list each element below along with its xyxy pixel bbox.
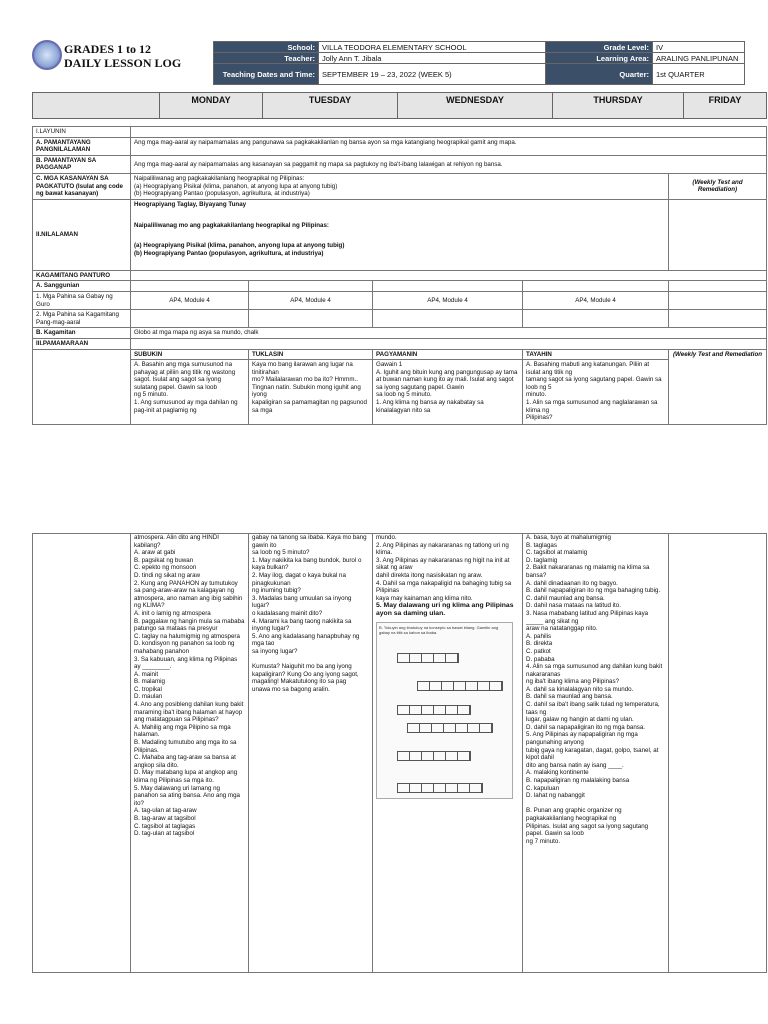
deped-seal-logo xyxy=(32,40,62,70)
col-tayahin: TAYAHIN xyxy=(523,349,669,360)
col-subukin: SUBUKIN xyxy=(131,349,249,360)
kagamitan-label: B. Kagamitan xyxy=(33,328,131,339)
answer-boxes-2 xyxy=(417,681,503,691)
answer-boxes-1 xyxy=(397,653,459,663)
lesson-plan-table xyxy=(32,126,767,425)
kagamitan-text: Globo at mga mapa ng asya sa mundo, chalk xyxy=(131,328,767,339)
kp-blank-4 xyxy=(523,310,669,328)
teacher-value: Jolly Ann T. Jibala xyxy=(319,53,546,64)
sanggunian-blank-3 xyxy=(373,281,523,292)
module-wednesday: AP4, Module 4 xyxy=(373,291,523,309)
sanggunian-blank-4 xyxy=(523,281,669,292)
kp-blank-5 xyxy=(669,310,767,328)
quarter-label: Quarter: xyxy=(546,64,653,85)
header-info-table xyxy=(213,41,745,85)
cont-friday-blank xyxy=(669,534,767,973)
answer-boxes-4 xyxy=(407,723,493,733)
quarter-value: 1st QUARTER xyxy=(653,64,745,85)
learning-area-value: ARALING PANLIPUNAN xyxy=(653,53,745,64)
day-wednesday: WEDNESDAY xyxy=(398,93,553,119)
sanggunian-heading: A. Sanggunian xyxy=(33,281,131,292)
dates-label: Teaching Dates and Time: xyxy=(214,64,319,85)
cont-left-blank xyxy=(33,534,131,973)
pagyamanin-text: Gawain 1 A. Iguhit ang bituin kung ang pangungusap ay tama at buwan naman kung ito ay mali. Isulat ang sagot sa iyong sagutang papel. Gawin sa loob ng 5 minuto. 1. Ang klima ng bansa ay nakabatay sa kinalalagyan nito sa xyxy=(373,360,523,425)
kagamitang-blank xyxy=(131,270,767,281)
day-thursday: THURSDAY xyxy=(553,93,684,119)
nilalaman-b: (b) Heograpiyang Pantao (populasyon, agrikultura, at industriya) xyxy=(134,249,324,257)
col-tuklasin: TUKLASIN xyxy=(249,349,373,360)
grade-value: IV xyxy=(653,42,745,53)
sanggunian-blank-2 xyxy=(249,281,373,292)
weekly-test-note-2: (Weekly Test and Remediation xyxy=(669,349,767,425)
pamamaraan-left-blank xyxy=(33,349,131,425)
col-pagyamanin: PAGYAMANIN xyxy=(373,349,523,360)
title-line-2: DAILY LESSON LOG xyxy=(64,56,182,70)
cont-tayahin: A. basa, tuyo at mahalumigmig B. taglagas C. tagsibol at malamig D. taglamig 2. Bakit nakararanas ng malamig na klima sa bansa? A. dahil dinadaanan ito ng bagyo. B. dahil napapaligiran ito ng mga bahaging tubig. C. dahil maunlad ang bansa. D. dahil nasa mataas na latitud ito. 3. Nasa mababang latitud ang Pilipinas kaya _____ ang sikat ng araw na natatanggap nito. A. pahilis B. direkta C. patkot D. pababa 4. Alin sa mga sumusunod ang dahilan kung bakit nakararanas ng iba't ibang klima ang Pilipinas? A. dahil sa kinalalagyan nito sa mundo. B. dahil sa maunlad ang bansa. C. dahil sa iba't ibang salik tulad ng temperatura, taas ng lugar, galaw ng hangin at dami ng ulan. D. dahil sa napapaligiran ito ng mga bansa. 5. Ang Pilipinas ay napapaligiran ng mga pangunahing anyong tubig gaya ng karagatan, dagat, golpo, tsanel, at kipot dahil dito ang bansa natin ay isang ____. A. malaking kontinente B. napapaligiran ng malalaking bansa C. kapuluan D. lahat ng nabanggit B. Punan ang graphic organizer ng pagkakakilanlang heograpikal ng Pilipinas. Isulat ang sagot sa iyong sagutang papel. Gawin sa loob ng 7 minuto. xyxy=(523,534,669,973)
title-line-1: GRADES 1 to 12 xyxy=(64,42,152,56)
kp-blank-1 xyxy=(131,310,249,328)
pagganap-text: Ang mga mag-aaral ay naipamamalas ang kasanayan sa paggamit ng mapa sa pagtukoy ng iba't-ibang lalawigan at rehiyon ng bansa. xyxy=(131,155,767,173)
cont-pagyamanin-cell xyxy=(373,534,523,973)
tayahin-text: A. Basahing mabuti ang katanungan. Piliin at isulat ang titik ng tamang sagot sa iyong sagutang papel. Gawin sa loob ng 5 minuto. 1. Alin sa mga sumusunod ang naglalarawan sa klima ng Pilipinas? xyxy=(523,360,669,425)
answer-boxes-6 xyxy=(397,783,483,793)
gabay-label: 1. Mga Pahina sa Gabay ng Guro xyxy=(33,291,131,309)
cont-subukin: atmospera. Alin dito ang HINDI kabilang? A. araw at gabi B. pagsikat ng buwan C. epekto ng monsoon D. tindi ng sikat ng araw 2. Kung ang PANAHON ay tumutukoy sa pang-araw-araw na kalagayan ng atmospera, ano naman ang ibig sabihin ng KLIMA? A. init o lamig ng atmospera B. paggalaw ng hangin mula sa mababa patungo sa mataas na presyur C. taglay na halumigmig ng atmospera D. kondisyon ng panahon sa loob ng mahabang panahon 3. Sa kabuuan, ang klima ng Pilipinas ay ________. A. mainit B. malamig C. tropikal D. maulan 4. Ano ang posibleng dahilan kung bakit maraming iba't ibang halaman at hayop ang matatagpuan sa Pilipinas? A. Mahilig ang mga Pilipino sa mga halaman. B. Madaling tumutubo ang mga ito sa Pilipinas. C. Mahaba ang tag-araw sa bansa at angkop sila dito. D. May matabang lupa at angkop ang klima ng Pilipinas sa mga ito. 5. May dalawang uri lamang ng panahon sa ating bansa. Ano ang mga ito? A. tag-ulan at tag-araw B. tag-araw at tagsibol C. tagsibol at taglagas D. tag-ulan at tagsibol xyxy=(131,534,249,973)
module-thursday: AP4, Module 4 xyxy=(523,291,669,309)
cont-pagyamanin: mundo. 2. Ang Pilipinas ay nakararanas ng tatlong uri ng klima. 3. Ang Pilipinas ay nakararanas ng higit na init at sikat ng araw dahil direkta itong nasisikatan ng araw. 4. Dahil sa mga nakapaligid na bahaging tubig sa Pilipinas kaya may kainaman ang klima nito. xyxy=(376,534,512,602)
layunin-heading: I.LAYUNIN xyxy=(33,127,131,138)
day-tuesday: TUESDAY xyxy=(263,93,398,119)
pagganap-label: B. PAMANTAYAN SA PAGGANAP xyxy=(33,155,131,173)
pamantayang-label: A. PAMANTAYANG PANGNILALAMAN xyxy=(33,137,131,155)
sanggunian-blank-5 xyxy=(669,281,767,292)
kagamitang-heading: KAGAMITANG PANTURO xyxy=(33,270,131,281)
module-tuesday: AP4, Module 4 xyxy=(249,291,373,309)
module-friday-blank xyxy=(669,291,767,309)
nilalaman-friday-blank xyxy=(669,199,767,270)
pamamaraan-blank xyxy=(131,338,767,349)
module-monday: AP4, Module 4 xyxy=(131,291,249,309)
cont-pagyamanin-title: 5. May dalawang uri ng klima ang Pilipinas ayon sa daming ulan. xyxy=(376,602,514,618)
days-blank-cell xyxy=(33,93,160,119)
kp-blank-2 xyxy=(249,310,373,328)
cont-tuklasin: gabay na tanong sa ibaba. Kaya mo bang gawin ito sa loob ng 5 minuto? 1. May nakikita ka bang bundok, burol o kaya bulkan? 2. May ilog, dagat o kaya bukal na pinagkukunan ng inuming tubig? 3. Madalas bang umuulan sa inyong lugar? o kadalasang mainit dito? 4. Marami ka bang taong nakikita sa inyong lugar? 5. Ano ang kadalasang hanapbuhay ng mga tao sa inyong lugar? Kumusta? Naiguhit mo ba ang iyong kapaligiran? Kung Oo ang iyong sagot, magaling! Makatutulong ito sa pag unawa mo sa bagong aralin. xyxy=(249,534,373,973)
layunin-blank xyxy=(131,127,767,138)
pamantayang-text: Ang mga mag-aaral ay naipamamalas ang pangunawa sa pagkakakilanlan ng bansa ayon sa mga katangiang heograpikal gamit ang mapa. xyxy=(131,137,767,155)
grade-label: Grade Level: xyxy=(546,42,653,53)
kasanayan-text: Naipaliliwanag ang pagkakakilanlang heograpikal ng Pilipinas: (a) Heograpiyang Pisikal (klima, panahon, at anyong lupa at anyong tubig) (b) Heograpiyang Pantao (populasyon, agrikultura, at industriya) xyxy=(131,173,669,199)
subukin-text: A. Basahin ang mga sumusunod na pahayag at piliin ang titik ng wastong sagot. Isulat ang sagot sa iyong sulatang papel. Gawin sa loob ng 5 minuto. 1. Ang sumusunod ay mga dahilan ng pag-init at paglamig ng xyxy=(131,360,249,425)
day-monday: MONDAY xyxy=(160,93,263,119)
answer-boxes-3 xyxy=(397,705,471,715)
teacher-label: Teacher: xyxy=(214,53,319,64)
kagamitang-pang-label: 2. Mga Pahina sa Kagamitang Pang-mag-aaral xyxy=(33,310,131,328)
weekly-test-note: (Weekly Test and Remediation) xyxy=(669,173,767,199)
tuklasin-text: Kaya mo bang ilarawan ang lugar na tinitirahan mo? Mailalarawan mo ba ito? Hmmm.. Tingnan natin. Subukin mong iguhit ang iyong kapaligiran sa pamamagitan ng pagsunod sa mga xyxy=(249,360,373,425)
school-label: School: xyxy=(214,42,319,53)
nilalaman-cell xyxy=(131,199,669,270)
worksheet-image xyxy=(376,622,513,799)
pamamaraan-heading: III.PAMAMARAAN xyxy=(33,338,131,349)
continuation-table xyxy=(32,533,767,973)
kasanayan-label: C. MGA KASANAYAN SA PAGKATUTO (Isulat ang code ng bawat kasanayan) xyxy=(33,173,131,199)
answer-boxes-5 xyxy=(397,751,471,761)
document-title xyxy=(64,42,181,70)
dates-value: SEPTEMBER 19 – 23, 2022 (WEEK 5) xyxy=(319,64,546,85)
kp-blank-3 xyxy=(373,310,523,328)
day-friday: FRIDAY xyxy=(684,93,767,119)
nilalaman-body: Naipaliliwanag mo ang pagkakakilanlang heograpikal ng Pilipinas: xyxy=(134,222,329,230)
nilalaman-a: (a) Heograpiyang Pisikal (klima, panahon, anyong lupa at anyong tubig) xyxy=(134,241,345,249)
days-header-row xyxy=(32,92,767,119)
nilalaman-label: II.NILALAMAN xyxy=(33,199,131,270)
sanggunian-blank-1 xyxy=(131,281,249,292)
learning-area-label: Learning Area: xyxy=(546,53,653,64)
nilalaman-title: Heograpiyang Taglay, Biyayang Tunay xyxy=(134,200,247,208)
worksheet-instructions: B. Tukuyin ang tinutukoy na konsepto sa bawat bilang. Gamitin ang gabay na titik sa kahon sa ibaba. xyxy=(379,625,499,636)
school-value: VILLA TEODORA ELEMENTARY SCHOOL xyxy=(319,42,546,53)
